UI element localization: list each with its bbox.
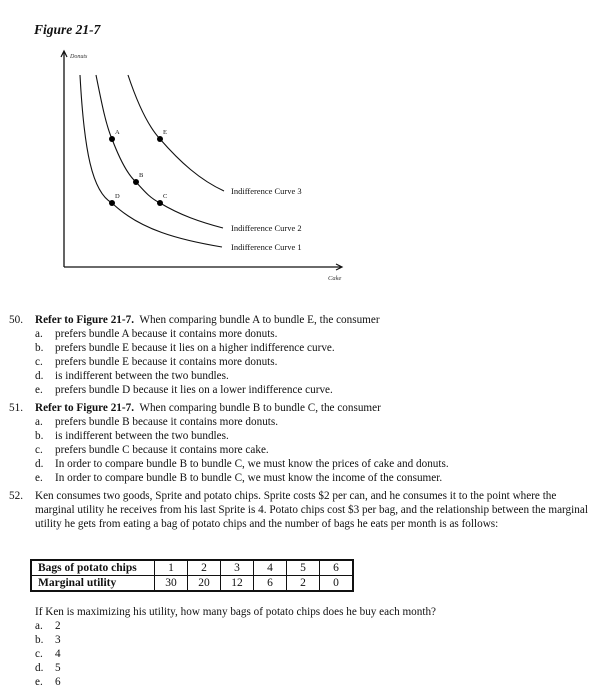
point-e <box>157 136 163 142</box>
table-row-bags <box>31 560 353 576</box>
point-b-label: B <box>139 172 144 179</box>
table-cell: 5 <box>287 560 320 576</box>
curve-label-3: Indifference Curve 3 <box>231 186 302 196</box>
point-c <box>157 200 163 206</box>
figure-title: Figure 21-7 <box>34 22 101 37</box>
table-cell: 2 <box>287 576 320 592</box>
q52-option-a[interactable]: a. 2 <box>35 620 61 632</box>
q50-option-a[interactable]: a. prefers bundle A because it contains more donuts. <box>35 328 278 340</box>
q52-option-e[interactable]: e. 6 <box>35 676 61 688</box>
question-50-ref: Refer to Figure 21-7. <box>35 314 134 326</box>
q51-option-d[interactable]: d. In order to compare bundle B to bundle C, we must know the prices of cake and donuts. <box>35 458 449 470</box>
point-a-label: A <box>115 129 120 136</box>
table-cell: 3 <box>221 560 254 576</box>
q50-option-b[interactable]: b. prefers bundle E because it lies on a higher indifference curve. <box>35 342 335 354</box>
point-e-label: E <box>163 129 167 136</box>
y-axis-label: Donuts <box>70 54 88 60</box>
table-row-utility <box>31 576 353 592</box>
table-cell: 6 <box>320 560 354 576</box>
question-51-stem: When comparing bundle B to bundle C, the consumer <box>139 402 381 414</box>
marginal-utility-table <box>30 559 354 592</box>
point-b <box>133 179 139 185</box>
point-a <box>109 136 115 142</box>
point-c-label: C <box>163 193 168 200</box>
table-cell: 4 <box>254 560 287 576</box>
q50-option-c[interactable]: c. prefers bundle E because it contains more donuts. <box>35 356 278 368</box>
table-header-utility: Marginal utility <box>31 576 155 592</box>
curve-label-2: Indifference Curve 2 <box>231 223 302 233</box>
question-51: 51. Refer to Figure 21-7. When comparing bundle B to bundle C, the consumer <box>9 402 381 414</box>
q50-option-d[interactable]: d. is indifferent between the two bundles. <box>35 370 229 382</box>
table-cell: 0 <box>320 576 354 592</box>
q51-option-b[interactable]: b. is indifferent between the two bundles. <box>35 430 229 442</box>
table-cell: 6 <box>254 576 287 592</box>
q51-option-c[interactable]: c. prefers bundle C because it contains more cake. <box>35 444 269 456</box>
question-50-stem: When comparing bundle A to bundle E, the consumer <box>139 314 380 326</box>
curve-label-1: Indifference Curve 1 <box>231 242 302 252</box>
table-header-bags: Bags of potato chips <box>31 560 155 576</box>
question-51-ref: Refer to Figure 21-7. <box>35 402 134 414</box>
table-cell: 1 <box>155 560 188 576</box>
q52-option-d[interactable]: d. 5 <box>35 662 61 674</box>
table-cell: 30 <box>155 576 188 592</box>
q50-option-e[interactable]: e. prefers bundle D because it lies on a lower indifference curve. <box>35 384 333 396</box>
question-52-followup: If Ken is maximizing his utility, how many bags of potato chips does he buy each month? <box>35 606 437 618</box>
indifference-curve-chart <box>0 0 603 300</box>
question-50: 50. Refer to Figure 21-7. When comparing bundle A to bundle E, the consumer <box>9 314 380 326</box>
question-52-stem: Ken consumes two goods, Sprite and potato chips. Sprite costs $2 per can, and he consumes it to the point where the marginal utility he receives from his last Sprite is 4. Potato chips cost $3 per bag, and the relationship between the marginal utility he gets from eating a bag of potato chips and the number of bags he eats per month is as follows: <box>35 490 588 530</box>
point-d-label: D <box>115 193 120 200</box>
table-cell: 2 <box>188 560 221 576</box>
q51-option-e[interactable]: e. In order to compare bundle B to bundle C, we must know the income of the consumer. <box>35 472 443 484</box>
q52-option-c[interactable]: c. 4 <box>35 648 61 660</box>
table-cell: 12 <box>221 576 254 592</box>
question-52-number: 52. <box>9 490 23 502</box>
table-cell: 20 <box>188 576 221 592</box>
q52-option-b[interactable]: b. 3 <box>35 634 61 646</box>
x-axis-label: Cake <box>328 275 342 282</box>
point-d <box>109 200 115 206</box>
q51-option-a[interactable]: a. prefers bundle B because it contains more donuts. <box>35 416 279 428</box>
